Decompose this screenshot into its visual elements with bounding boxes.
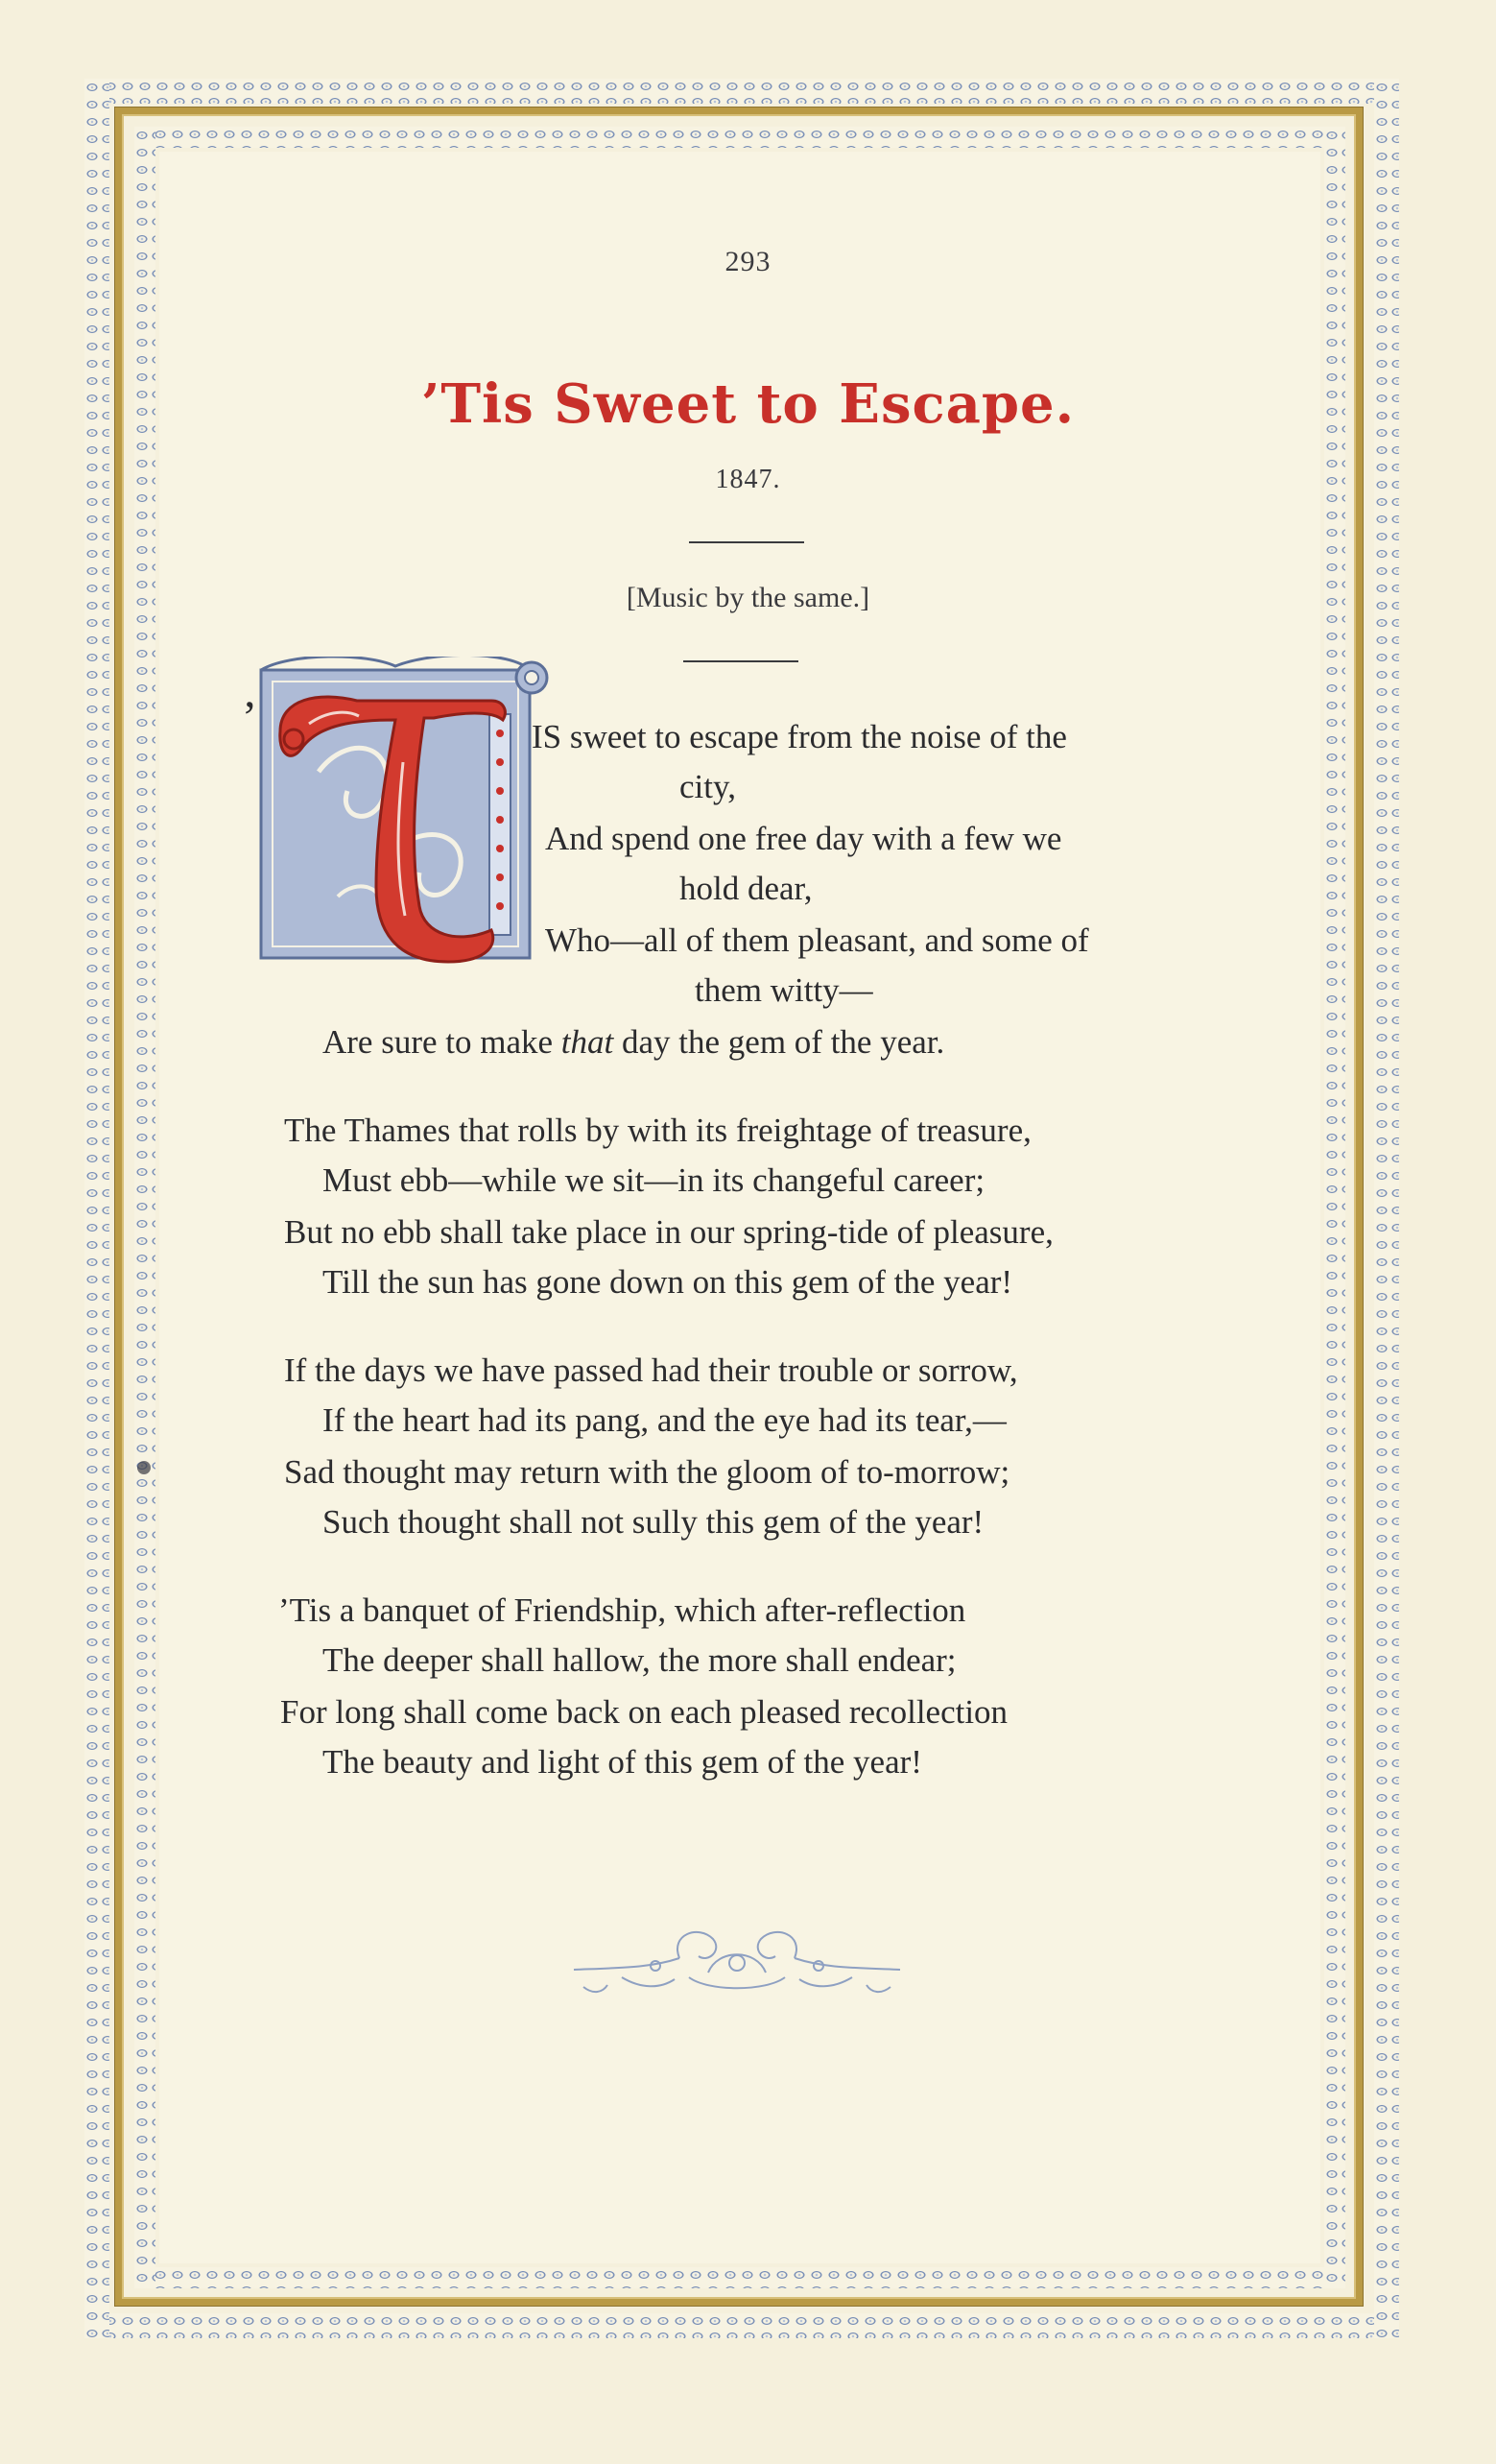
divider-rule	[683, 660, 798, 662]
verse-emphasis: that	[560, 1023, 614, 1061]
inner-chain-left	[134, 127, 155, 2288]
inner-chain-right	[1324, 127, 1345, 2288]
verse-line: But no ebb shall take place in our spring-tide of pleasure,	[284, 1213, 1054, 1251]
verse-line: If the days we have passed had their trouble or sorrow,	[284, 1352, 1018, 1389]
illuminated-initial-art	[251, 657, 549, 973]
verse-line: IS sweet to escape from the noise of the	[532, 718, 1067, 755]
ink-smudge	[137, 1461, 151, 1474]
verse-line: them witty—	[695, 971, 873, 1009]
verse-text: day the gem of the year.	[613, 1023, 945, 1061]
tailpiece-ornament	[564, 1920, 910, 2006]
tailpiece-ornament-art	[564, 1920, 910, 2006]
verse-line: For long shall come back on each pleased recollection	[280, 1693, 1009, 1731]
verse-line: Must ebb—while we sit—in its changeful career;	[322, 1161, 985, 1199]
verse-line: The deeper shall hallow, the more shall endear;	[322, 1641, 957, 1679]
opening-apostrophe: ’	[242, 692, 257, 743]
chain-border-bottom	[84, 2313, 1399, 2338]
verse-line: If the heart had its pang, and the eye had its tear,—	[322, 1401, 1007, 1439]
verse-line: The Thames that rolls by with its freightage of treasure,	[284, 1112, 1032, 1149]
page-number: 293	[724, 246, 772, 277]
divider-rule	[689, 541, 804, 543]
poem-title: ’Tis Sweet to Escape.	[420, 372, 1076, 436]
verse-line: ’Tis a banquet of Friendship, which after-reflection	[278, 1591, 966, 1629]
verse-line: Who—all of them pleasant, and some of	[545, 921, 1089, 959]
music-note: [Music by the same.]	[626, 582, 870, 613]
verse-line: Such thought shall not sully this gem of the year!	[322, 1503, 985, 1541]
verse-line: And spend one free day with a few we	[545, 820, 1062, 857]
verse-line	[322, 1023, 944, 1062]
verse-text: Are sure to make	[322, 1023, 561, 1061]
verse-line: Sad thought may return with the gloom of to-morrow;	[284, 1453, 1010, 1491]
verse-line: hold dear,	[679, 870, 813, 907]
inner-chain-top	[134, 127, 1345, 148]
verse-line: city,	[679, 768, 736, 805]
verse-line: Till the sun has gone down on this gem of the year!	[322, 1263, 1013, 1301]
poem-year: 1847.	[715, 465, 781, 494]
chain-border-top	[84, 79, 1399, 104]
illuminated-initial	[251, 657, 549, 973]
verse-line: The beauty and light of this gem of the year!	[322, 1743, 922, 1781]
inner-chain-bottom	[134, 2267, 1345, 2288]
